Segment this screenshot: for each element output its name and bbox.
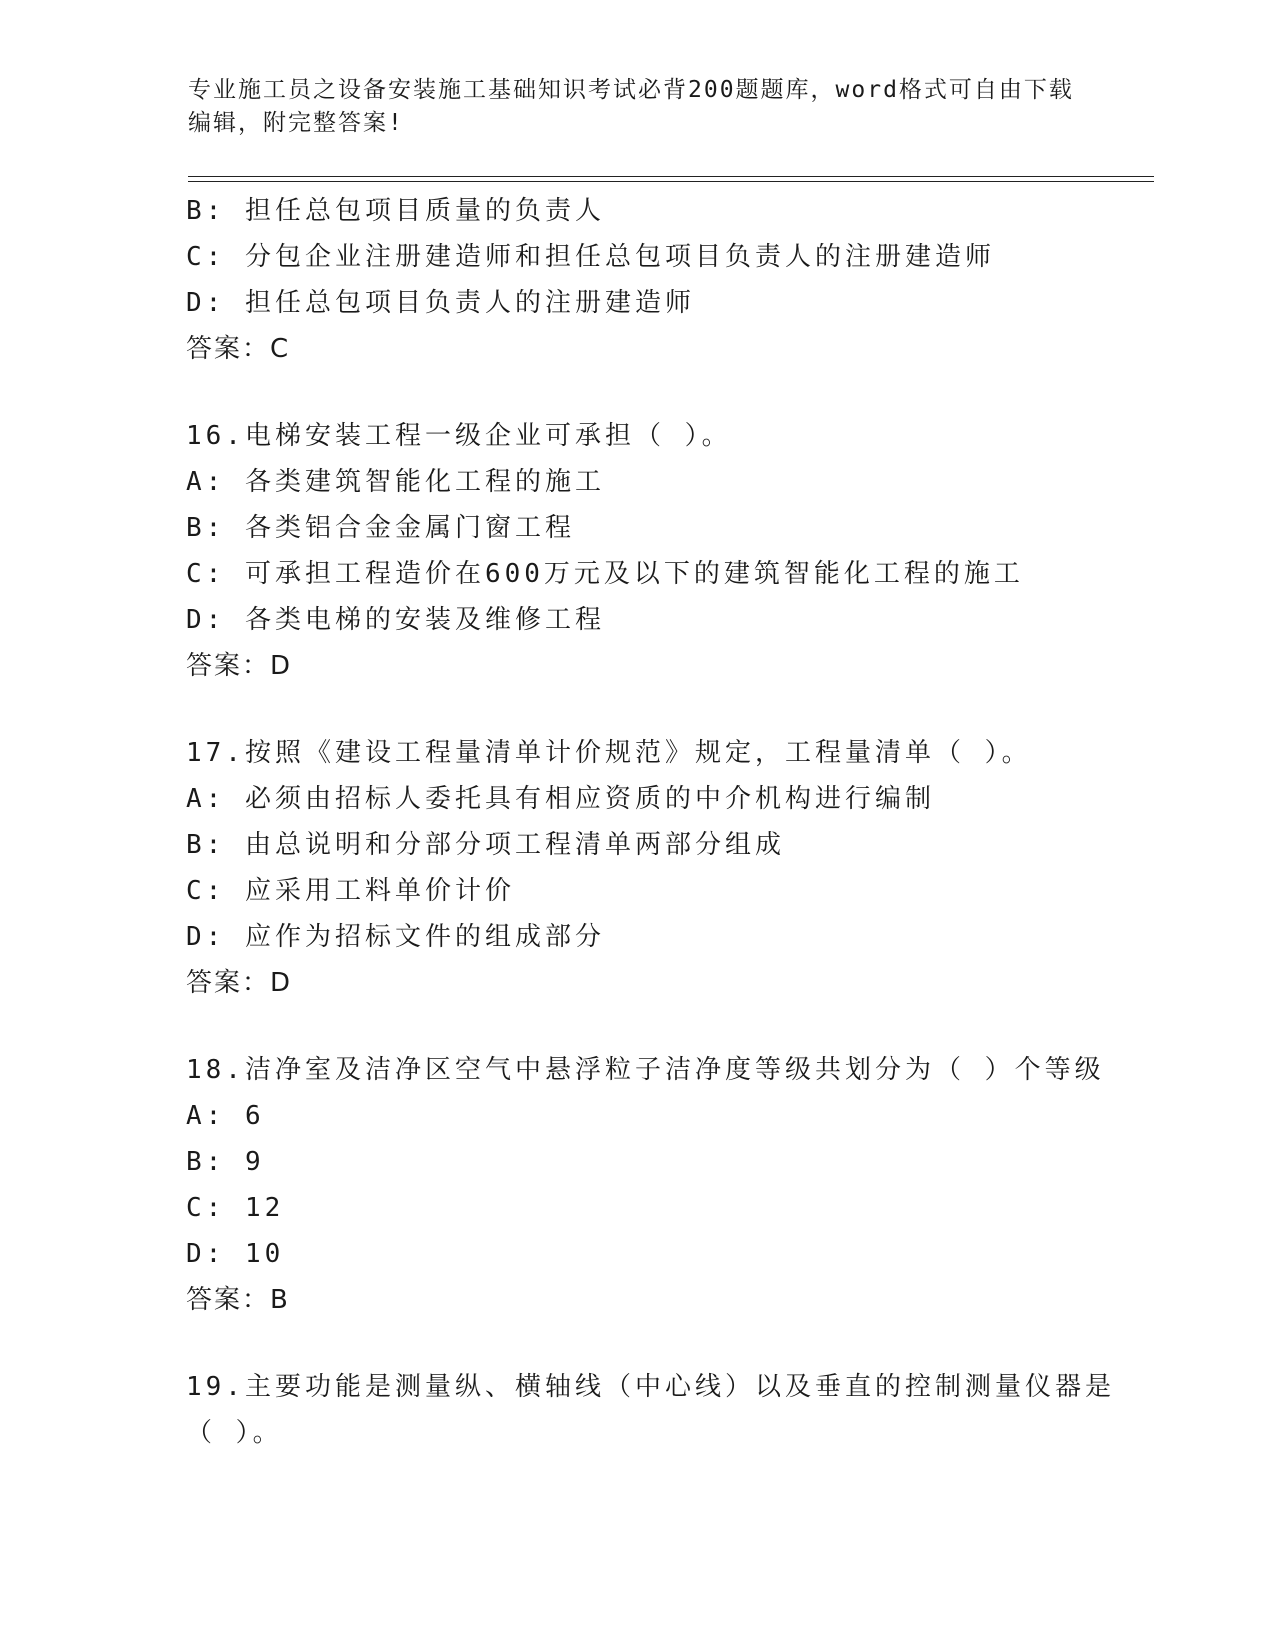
question-stem-line-2: （ ）。 [186,1418,283,1448]
option-b: B: 担任总包项目质量的负责人 [186,196,605,226]
option-a: A: 必须由招标人委托具有相应资质的中介机构进行编制 [186,784,935,814]
question-15-continued [186,188,1146,372]
question-list [186,188,1146,1456]
header-divider-top [188,176,1154,177]
answer: 答案：D [186,968,293,998]
option-d: D: 担任总包项目负责人的注册建造师 [186,288,695,318]
option-b: B: 由总说明和分部分项工程清单两部分组成 [186,830,785,860]
answer: 答案：B [186,1285,290,1315]
answer: 答案：C [186,334,291,364]
question-stem: 16.电梯安装工程一级企业可承担（ ）。 [186,421,732,451]
option-a: A: 各类建筑智能化工程的施工 [186,467,605,497]
answer: 答案：D [186,651,293,681]
question-stem: 17.按照《建设工程量清单计价规范》规定，工程量清单（ ）。 [186,738,1032,768]
question-stem: 18.洁净室及洁净区空气中悬浮粒子洁净度等级共划分为（ ）个等级 [186,1055,1105,1085]
option-a: A: 6 [186,1101,265,1131]
header-divider-bottom [188,181,1154,182]
document-header [188,74,1088,140]
option-c: C: 12 [186,1193,285,1223]
header-title-line-1: 专业施工员之设备安装施工基础知识考试必背200题题库，word格式可自由下载 [188,77,1074,103]
option-c: C: 可承担工程造价在600万元及以下的建筑智能化工程的施工 [186,559,1024,589]
question-18 [186,1047,1146,1323]
option-b: B: 9 [186,1147,265,1177]
option-b: B: 各类铝合金金属门窗工程 [186,513,575,543]
option-c: C: 分包企业注册建造师和担任总包项目负责人的注册建造师 [186,242,995,272]
option-d: D: 10 [186,1239,285,1269]
option-c: C: 应采用工料单价计价 [186,876,515,906]
option-d: D: 各类电梯的安装及维修工程 [186,605,605,635]
question-16 [186,413,1146,689]
header-title-line-2: 编辑，附完整答案! [188,110,404,136]
question-stem-line-1: 19.主要功能是测量纵、横轴线（中心线）以及垂直的控制测量仪器是 [186,1372,1115,1402]
question-19 [186,1364,1146,1456]
option-d: D: 应作为招标文件的组成部分 [186,922,605,952]
question-17 [186,730,1146,1006]
